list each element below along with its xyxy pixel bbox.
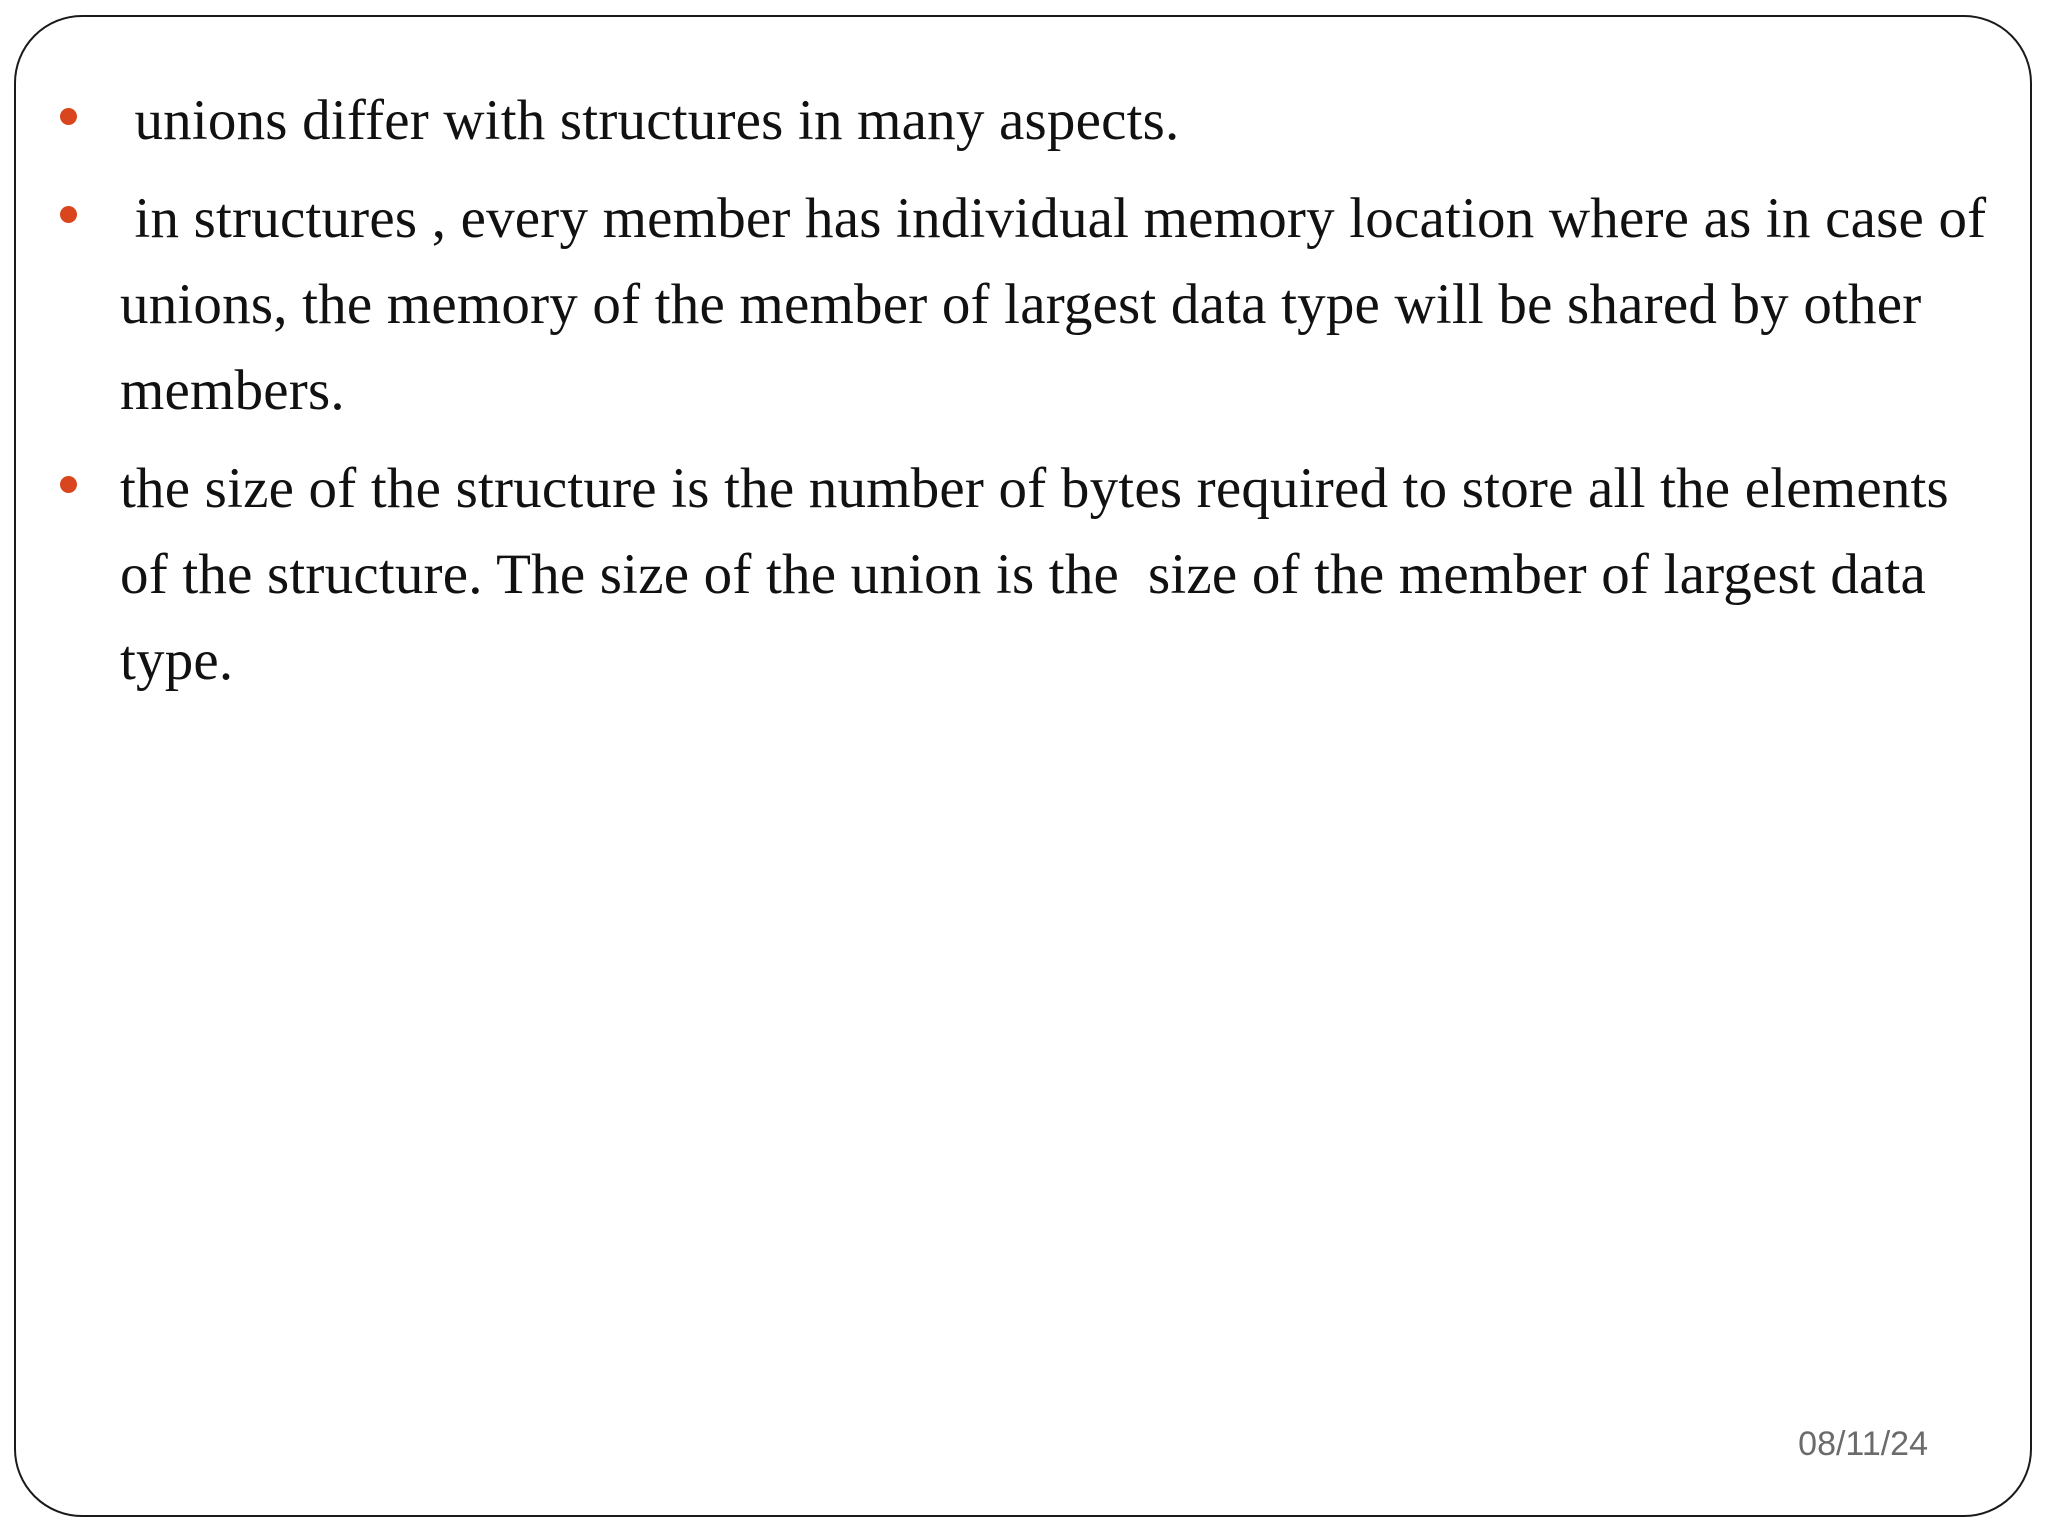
bullet-dot-icon (60, 476, 77, 493)
bullet-text: unions differ with structures in many aspects. (120, 89, 1180, 152)
bullet-item (58, 78, 1988, 164)
slide-date: 08/11/24 (1798, 1425, 1928, 1463)
bullet-dot-icon (60, 206, 77, 223)
bullet-item (58, 446, 1988, 704)
bullet-text: the size of the structure is the number of bytes required to store all the elements of the structure. The size of the union is the size of the member of largest data type. (120, 457, 1964, 692)
bullet-dot-icon (60, 108, 77, 125)
bullet-list (58, 78, 2001, 716)
bullet-text: in structures , every member has individual memory location where as in case of unions, the memory of the member of largest data type will be shared by other members. (120, 187, 2001, 422)
bullet-item (58, 176, 2001, 434)
